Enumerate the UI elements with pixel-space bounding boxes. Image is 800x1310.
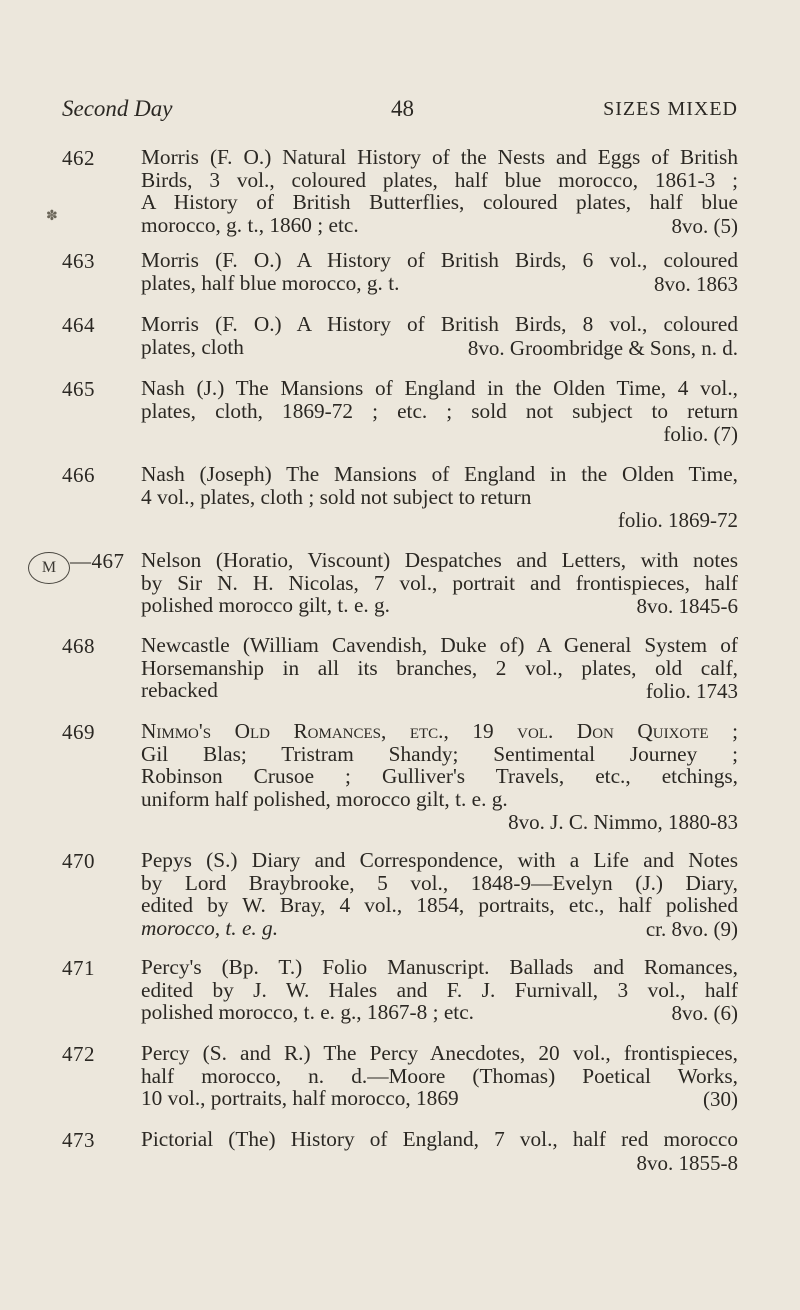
- lot-line: Nash (J.) The Mansions of England in the Olden Time, 4 vol.,: [141, 376, 738, 400]
- lot-number: 466: [62, 463, 95, 487]
- lot-line: Morris (F. O.) A History of British Birds, 8 vol., coloured: [141, 312, 738, 336]
- lot-format: 8vo. Groombridge & Sons, n. d.: [467, 335, 738, 360]
- lot-number: 469: [62, 720, 95, 744]
- lot-format: 8vo. 1863: [654, 271, 738, 296]
- lot-line: Nelson (Horatio, Viscount) Despatches and Letters, with notes: [141, 548, 738, 572]
- lot-line: Pictorial (The) History of England, 7 vol., half red morocco: [141, 1127, 738, 1151]
- lot-number-value: 467: [91, 549, 125, 573]
- lot-description: [141, 146, 738, 236]
- lot-line: plates, cloth: [141, 334, 244, 359]
- lot-line: Percy's (Bp. T.) Folio Manuscript. Ballads and Romances,: [141, 955, 738, 979]
- lot-format: 8vo. 1845-6: [636, 594, 738, 618]
- lot-line: half morocco, n. d.—Moore (Thomas) Poetical Works,: [141, 1063, 738, 1088]
- lot-line: polished morocco, t. e. g., 1867-8 ; etc.: [141, 1000, 474, 1024]
- lot-format: 8vo. (5): [671, 213, 738, 238]
- lot-line: by Lord Braybrooke, 5 vol., 1848-9—Evelyn (J.) Diary,: [141, 870, 738, 895]
- lot-line: Morris (F. O.) Natural History of the Nests and Eggs of British: [141, 145, 738, 169]
- lot-line: edited by J. W. Hales and F. J. Furnivall, 3 vol., half: [141, 977, 738, 1002]
- lot-description: [141, 956, 738, 1024]
- lot-format: 8vo. 1855-8: [636, 1150, 738, 1175]
- lot-number: 463: [62, 249, 95, 273]
- lot-line: A History of British Butterflies, coloured plates, half blue: [141, 190, 738, 214]
- lot-line: 4 vol., plates, cloth ; sold not subject to return: [141, 484, 532, 509]
- lot-number: 472: [62, 1042, 95, 1066]
- lot-line: Gil Blas; Tristram Shandy; Sentimental Journey ;: [141, 741, 738, 766]
- lot-number: 470: [62, 849, 95, 873]
- lot-number: 462: [62, 146, 95, 170]
- lot-description: [141, 720, 738, 810]
- lot-line: Robinson Crusoe ; Gulliver's Travels, etc., etchings,: [141, 764, 738, 788]
- lot-description: [141, 463, 738, 508]
- lot-line: morocco, t. e. g.: [141, 915, 279, 940]
- lot-line: rebacked: [141, 678, 218, 702]
- lot-line: by Sir N. H. Nicolas, 7 vol., portrait and frontispieces, half: [141, 570, 738, 595]
- lot-line: morocco, g. t., 1860 ; etc.: [141, 212, 359, 237]
- ornament-icon: ✽: [46, 209, 58, 224]
- lot-format: cr. 8vo. (9): [645, 916, 738, 941]
- lot-line: plates, cloth, 1869-72 ; etc. ; sold not subject to return: [141, 398, 738, 423]
- lot-format: folio. 1869-72: [617, 508, 738, 532]
- lot-format: (30): [703, 1087, 738, 1111]
- lot-line: Birds, 3 vol., coloured plates, half blue morocco, 1861-3 ;: [141, 167, 738, 192]
- lot-line: 10 vol., portraits, half morocco, 1869: [141, 1086, 459, 1110]
- lot-line: Pepys (S.) Diary and Correspondence, with a Life and Notes: [141, 848, 738, 872]
- lot-line: Morris (F. O.) A History of British Birds, 6 vol., coloured: [141, 248, 738, 272]
- lot-description: [141, 1042, 738, 1110]
- lot-format: 8vo. (6): [671, 1001, 738, 1025]
- lot-line: Nash (Joseph) The Mansions of England in the Olden Time,: [141, 462, 738, 486]
- page-number: 48: [391, 96, 414, 121]
- lot-description: [141, 1128, 738, 1151]
- lot-format: folio. (7): [663, 422, 738, 446]
- lot-line: polished morocco gilt, t. e. g.: [141, 593, 391, 617]
- lot-line: Horsemanship in all its branches, 2 vol., plates, old calf,: [141, 655, 738, 680]
- lot-description: [141, 249, 738, 294]
- lot-line: Nimmo's Old Romances, etc., 19 vol. Don Quixote ;: [141, 719, 738, 743]
- lot-number: 473: [62, 1128, 95, 1152]
- running-header: [62, 96, 738, 126]
- lot-line: edited by W. Bray, 4 vol., 1854, portraits, etc., half polished: [141, 893, 738, 917]
- lot-format: 8vo. J. C. Nimmo, 1880-83: [508, 810, 738, 834]
- lot-number: —467: [70, 549, 125, 573]
- lot-number: 471: [62, 956, 95, 980]
- lot-line: plates, half blue morocco, g. t.: [141, 270, 400, 295]
- marginal-circle-mark: M: [28, 552, 70, 584]
- lot-format: folio. 1743: [645, 679, 738, 703]
- lot-number: 464: [62, 313, 95, 337]
- lot-line: Newcastle (William Cavendish, Duke of) A General System of: [141, 633, 738, 657]
- lot-line: Percy (S. and R.) The Percy Anecdotes, 20 vol., frontispieces,: [141, 1041, 738, 1065]
- lot-line: uniform half polished, morocco gilt, t. e. g.: [141, 786, 508, 811]
- lot-number: 465: [62, 377, 95, 401]
- lot-description: [141, 377, 738, 422]
- header-day: Second Day: [62, 96, 173, 121]
- header-section: SIZES MIXED: [603, 98, 738, 120]
- lot-number: 468: [62, 634, 95, 658]
